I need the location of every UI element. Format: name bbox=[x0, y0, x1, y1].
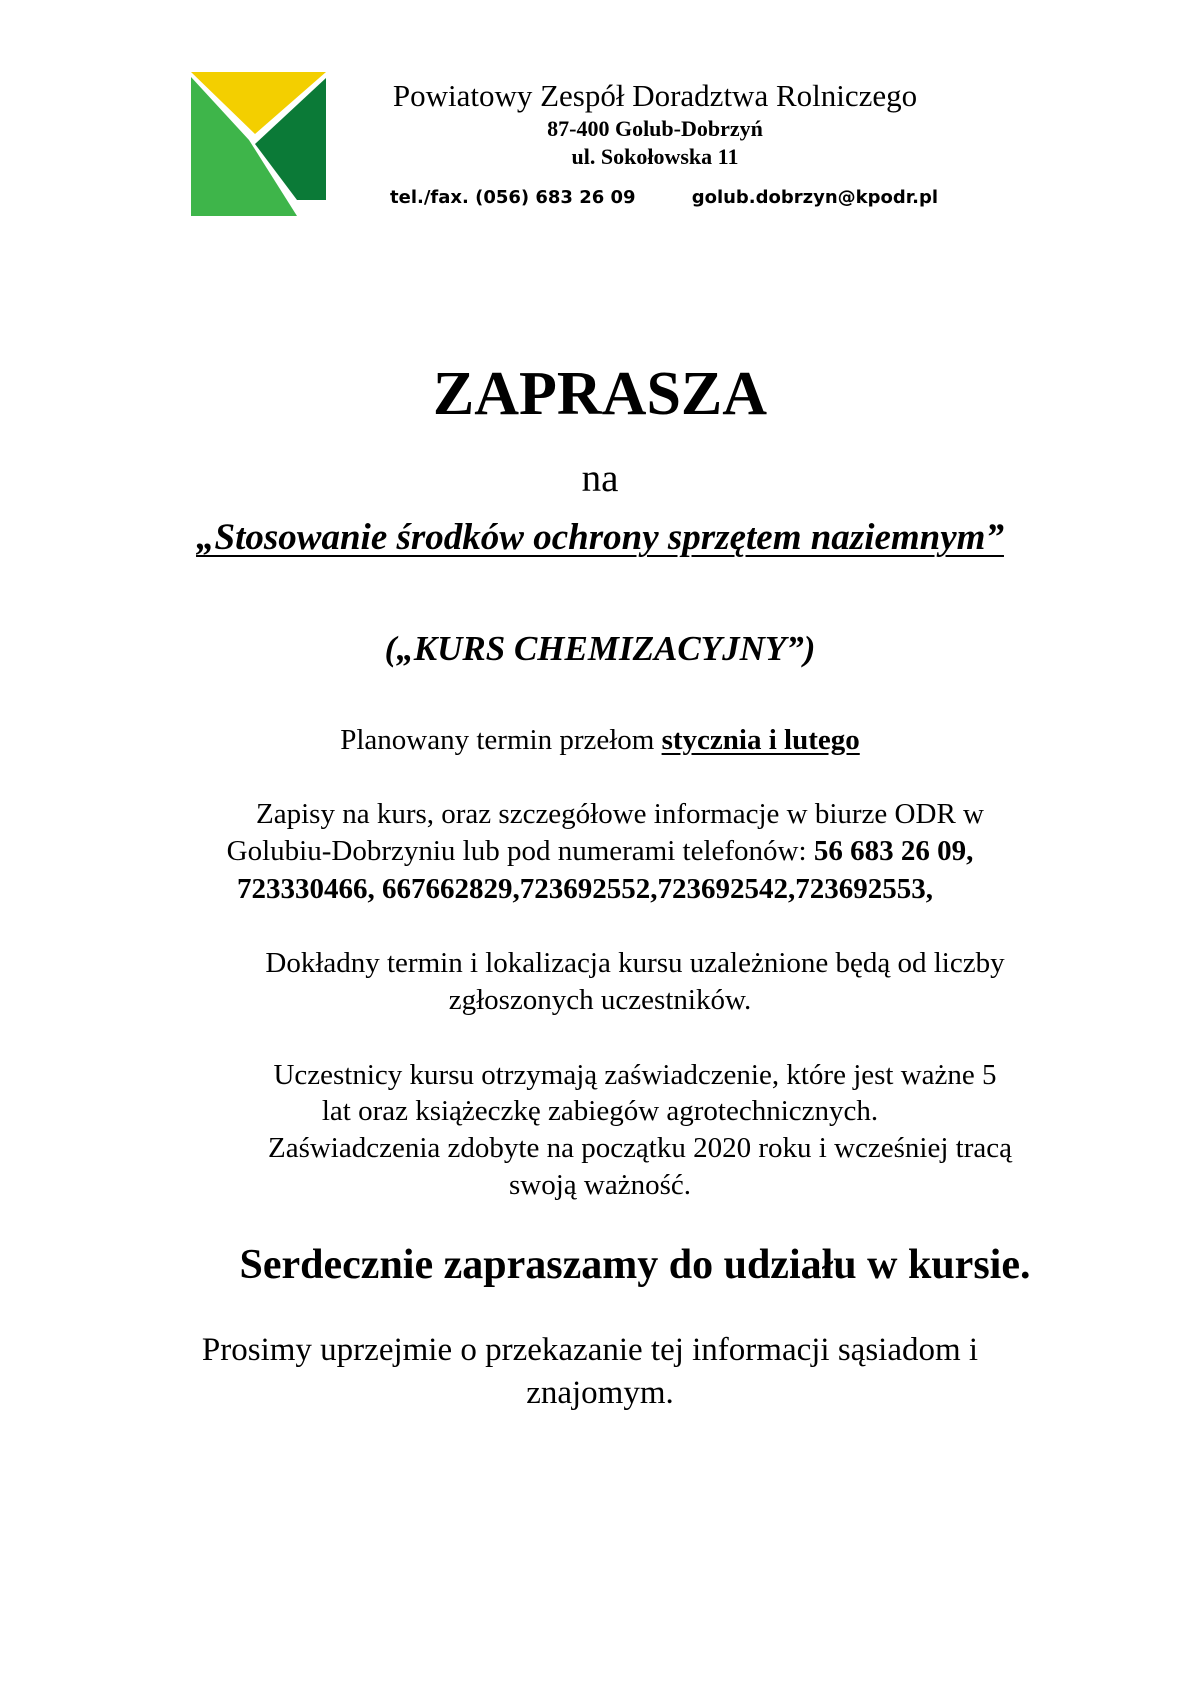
exact-term-line-2: zgłoszonych uczestników. bbox=[448, 984, 752, 1016]
closing-invitation: Serdecznie zapraszamy do udziału w kursie. bbox=[239, 1242, 1031, 1288]
certificate-line-4: swoją ważność. bbox=[508, 1169, 691, 1201]
signup-line-2 bbox=[0, 833, 1200, 870]
planned-term-prefix: Planowany termin przełom bbox=[340, 724, 662, 756]
organization-name: Powiatowy Zespół Doradztwa Rolniczego bbox=[392, 78, 918, 113]
phone-fax: tel./fax. (056) 683 26 09 bbox=[390, 187, 636, 208]
signup-line-2-text: Golubiu-Dobrzyniu lub pod numerami telefonów: bbox=[226, 835, 814, 867]
course-subject bbox=[0, 515, 1200, 561]
advisor-phones: 723330466, 667662829,723692552,723692542,723692553, bbox=[237, 873, 933, 905]
course-alias: („KURS CHEMIZACYJNY”) bbox=[384, 629, 816, 668]
odr-envelope-logo-icon bbox=[191, 72, 326, 216]
exact-term-line-1: Dokładny termin i lokalizacja kursu uzależnione będą od liczby bbox=[265, 947, 1005, 979]
certificate-line-2: lat oraz książeczkę zabiegów agrotechnicznych. bbox=[321, 1095, 879, 1127]
address-postal-city: 87-400 Golub-Dobrzyń bbox=[547, 116, 763, 141]
request-line-2: znajomym. bbox=[526, 1375, 674, 1411]
planned-term bbox=[0, 722, 1200, 759]
contact-row bbox=[390, 185, 950, 211]
course-subject-text: „Stosowanie środków ochrony sprzętem naziemnym” bbox=[196, 517, 1004, 558]
certificate-line-1: Uczestnicy kursu otrzymają zaświadczenie, które jest ważne 5 bbox=[273, 1059, 997, 1091]
certificate-line-3: Zaświadczenia zdobyte na początku 2020 roku i wcześniej tracą bbox=[267, 1132, 1012, 1164]
office-phone: 56 683 26 09, bbox=[813, 835, 974, 867]
address-street: ul. Sokołowska 11 bbox=[571, 144, 739, 169]
planned-term-months: stycznia i lutego bbox=[661, 724, 860, 756]
signup-line-1: Zapisy na kurs, oraz szczegółowe informacje w biurze ODR w bbox=[256, 798, 984, 830]
request-line-1: Prosimy uprzejmie o przekazanie tej informacji sąsiadom i bbox=[201, 1332, 979, 1368]
title-connector: na bbox=[581, 457, 619, 500]
main-title: ZAPRASZA bbox=[432, 360, 768, 428]
email-address: golub.dobrzyn@kpodr.pl bbox=[691, 187, 938, 208]
